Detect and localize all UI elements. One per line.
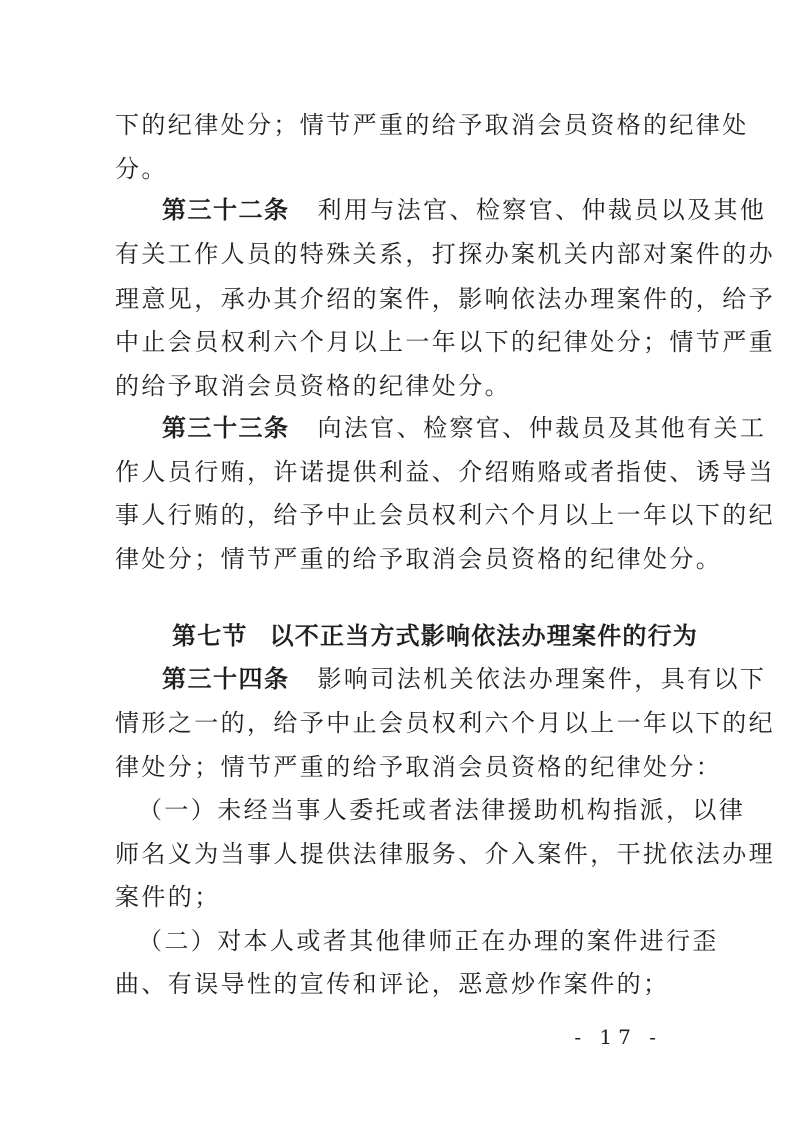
paragraph-line: 师名义为当事人提供法律服务、介入案件，干扰依法办理 bbox=[115, 840, 775, 868]
paragraph-line: 曲、有误导性的宣传和评论，恶意炒作案件的； bbox=[115, 970, 670, 998]
section-heading bbox=[172, 620, 698, 652]
paragraph-line: 事人行贿的，给予中止会员权利六个月以上一年以下的纪 bbox=[115, 501, 775, 529]
article-33-first-line bbox=[162, 412, 766, 444]
article-34-label: 第三十四条 bbox=[162, 665, 290, 693]
section-title: 以不正当方式影响依法办理案件的行为 bbox=[269, 622, 699, 650]
page-number: - 17 - bbox=[574, 1025, 662, 1049]
article-32-text: 利用与法官、检察官、仲裁员以及其他 bbox=[317, 196, 767, 224]
article-34-first-line bbox=[162, 663, 766, 695]
paragraph-line: 律处分；情节严重的给予取消会员资格的纪律处分。 bbox=[115, 545, 723, 573]
article-32-label: 第三十二条 bbox=[162, 196, 290, 224]
article-33-label: 第三十三条 bbox=[162, 414, 290, 442]
list-item-2: （二）对本人或者其他律师正在办理的案件进行歪 bbox=[138, 927, 719, 955]
paragraph-line: 中止会员权利六个月以上一年以下的纪律处分；情节严重 bbox=[115, 328, 775, 356]
paragraph-line: 分。 bbox=[115, 155, 168, 183]
list-item-1: （一）未经当事人委托或者法律援助机构指派，以律 bbox=[138, 796, 746, 824]
paragraph-line: 的给予取消会员资格的纪律处分。 bbox=[115, 372, 511, 400]
paragraph-line: 律处分；情节严重的给予取消会员资格的纪律处分： bbox=[115, 753, 723, 781]
section-label: 第七节 bbox=[172, 622, 248, 650]
paragraph-line: 有关工作人员的特殊关系，打探办案机关内部对案件的办 bbox=[115, 240, 775, 268]
paragraph-line: 案件的； bbox=[115, 883, 221, 911]
paragraph-line: 情形之一的，给予中止会员权利六个月以上一年以下的纪 bbox=[115, 709, 775, 737]
paragraph-line: 理意见，承办其介绍的案件，影响依法办理案件的，给予 bbox=[115, 285, 775, 313]
paragraph-line: 作人员行贿，许诺提供利益、介绍贿赂或者指使、诱导当 bbox=[115, 458, 775, 486]
article-34-text: 影响司法机关依法办理案件，具有以下 bbox=[317, 665, 767, 693]
article-33-text: 向法官、检察官、仲裁员及其他有关工 bbox=[317, 414, 767, 442]
article-32-first-line bbox=[162, 194, 766, 226]
paragraph-line: 下的纪律处分；情节严重的给予取消会员资格的纪律处 bbox=[115, 111, 749, 139]
